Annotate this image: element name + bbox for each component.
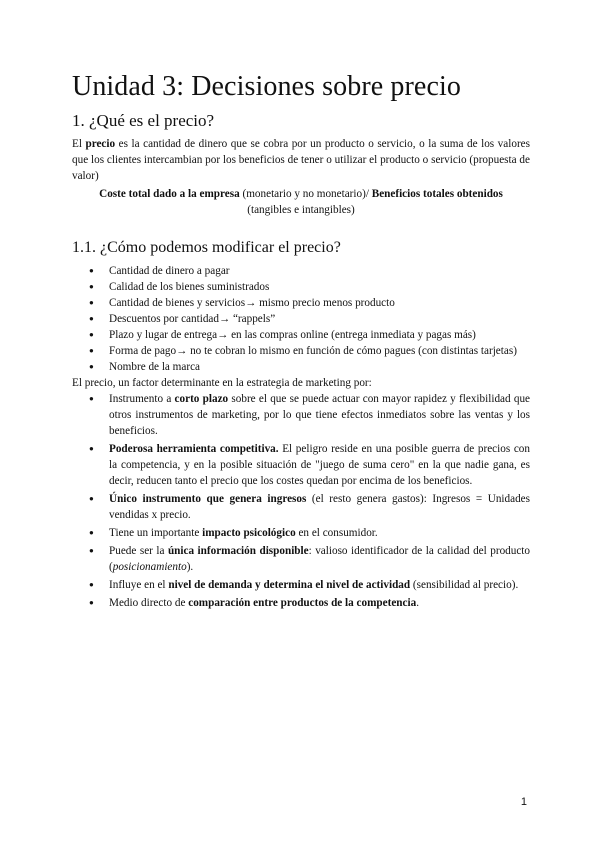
list-item: ● Forma de pago→ no te cobran lo mismo en función de cómo pagues (con distintas tarjetas) [109,343,530,359]
list-item: ● Calidad de los bienes suministrados [109,279,530,295]
list-item: ● Plazo y lugar de entrega→ en las compras online (entrega inmediata y pagas más) [109,327,530,343]
factors-list [72,391,530,611]
price-modification-list [72,263,530,375]
list-item: ● Influye en el nivel de demanda y determina el nivel de actividad (sensibilidad al precio). [109,577,530,593]
page-number: 1 [520,796,527,808]
list-item: ● Descuentos por cantidad→ “rappels” [109,311,530,327]
document-title: Unidad 3: Decisiones sobre precio [72,71,461,102]
list-item: ● Tiene un importante impacto psicológico en el consumidor. [109,525,530,541]
price-definition: El precio es la cantidad de dinero que se cobra por un producto o servicio, o la suma de los valores que los clientes intercambian por los beneficios de tener o utilizar el producto o servicio (propuesta de valor) [72,138,530,182]
section-heading-1: 1. ¿Qué es el precio? [72,111,215,130]
value-formula: Coste total dado a la empresa (monetario y no monetario)/ Beneficios totales obtenidos (tangibles e intangibles) [99,188,503,216]
list-item: ● Cantidad de bienes y servicios→ mismo precio menos producto [109,295,530,311]
list-item: ● Puede ser la única información disponible: valioso identificador de la calidad del producto (posicionamiento). [109,543,530,575]
list-item: ● Único instrumento que genera ingresos (el resto genera gastos): Ingresos = Unidades vendidas x precio. [109,491,530,523]
list-item: ● Medio directo de comparación entre productos de la competencia. [109,595,530,611]
page-content [72,70,530,613]
list-item: ● Instrumento a corto plazo sobre el que se puede actuar con mayor rapidez y flexibilidad que otros instrumentos de marketing, por lo que tiene efectos inmediatos sobre las ventas y los beneficios. [109,391,530,439]
list-item: ● Poderosa herramienta competitiva. El peligro reside en una posible guerra de precios con la competencia, y en la posible situación de "juego de suma cero" en la que nadie gana, es decir, reducen tanto el precio que los costes quedan por encima de los beneficios. [109,441,530,489]
factors-intro: El precio, un factor determinante en la estrategia de marketing por: [72,377,372,389]
list-item: ● Cantidad de dinero a pagar [109,263,530,279]
list-item: ● Nombre de la marca [109,359,530,375]
section-heading-1-1: 1.1. ¿Cómo podemos modificar el precio? [72,239,341,256]
